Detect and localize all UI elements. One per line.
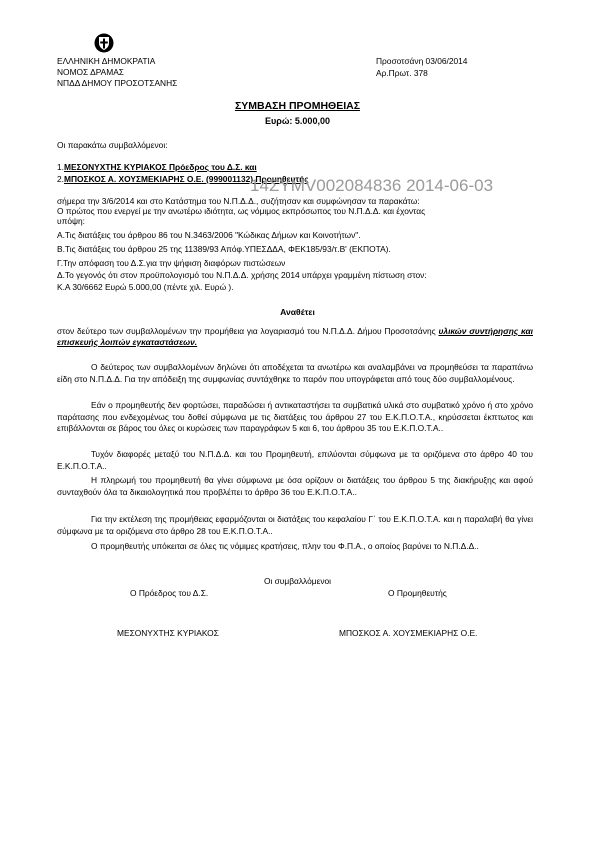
body-line-2: Ο πρώτος που ενεργεί με την ανωτέρω ιδιότητα, ως νόμιμος εκπρόσωπος του Ν.Π.Δ.Δ. και έχοντας	[57, 206, 426, 216]
intro-text: Οι παρακάτω συμβαλλόμενοι:	[57, 140, 168, 150]
greek-coat-of-arms-icon	[94, 33, 114, 53]
signature-left-role: Ο Πρόεδρος του Δ.Σ.	[130, 588, 209, 598]
body-line-5: Β.Τις διατάξεις του άρθρου 25 της 11389/93 Απόφ.ΥΠΕΣΔΔΑ, ΦΕΚ185/93/τ.Β' (ΕΚΠΟΤΑ).	[57, 244, 391, 254]
diavgeia-watermark: 14ΣΥΜV002084836 2014-06-03	[250, 176, 494, 195]
signature-right-name: ΜΠΟΣΚΟΣ Α. ΧΟΥΣΜΕΚΙΑΡΗΣ Ο.Ε.	[339, 628, 478, 638]
body-line-7: Δ.Το γεγονός ότι στον προϋπολογισμό του Ν.Π.Δ.Δ. χρήσης 2014 υπάρχει γραμμένη πίστωση στον:	[57, 270, 427, 280]
signatures-heading: Οι συμβαλλόμενοι	[263, 576, 332, 586]
contract-amount: Ευρώ: 5.000,00	[265, 116, 330, 126]
body-line-4: Α.Τις διατάξεις του άρθρου 86 του Ν.3463/2006 "Κώδικας Δήμων και Κοινοτήτων".	[57, 230, 361, 240]
assigns-heading: Αναθέτει	[280, 307, 315, 317]
body-line-3: υπόψη:	[57, 216, 85, 226]
header-left-line-2: ΝΟΜΟΣ ΔΡΑΜΑΣ	[57, 67, 124, 77]
paragraph-disputes: Τυχόν διαφορές μεταξύ του Ν.Π.Δ.Δ. και του Προμηθευτή, επιλύονται σύμφωνα με τα οριζόμενα στο άρθρο 40 του Ε.Κ.Π.Ο.Τ.Α..	[57, 449, 533, 471]
party-2-name: ΜΠΟΣΚΟΣ Α. ΧΟΥΣΜΕΚΙΑΡΗΣ Ο.Ε. (999001132) Προμηθευτής	[64, 174, 309, 184]
header-place-date: Προσοτσάνη 03/06/2014	[376, 56, 468, 66]
paragraph-acceptance: Ο δεύτερος των συμβαλλομένων δηλώνει ότι αποδέχεται τα ανωτέρω και αναλαμβάνει να προμηθεύσει τα παραπάνω είδη στο Ν.Π.Δ.Δ. Για την απόδειξη της συμφωνίας συντάχθηκε το παρόν που υπογράφεται από τους δύο συμβαλλομένους.	[57, 362, 533, 384]
body-line-1: σήμερα την 3/6/2014 και στο Κατάστημα του Ν.Π.Δ.Δ., συζήτησαν και συμφώνησαν τα παρακάτω:	[57, 196, 420, 206]
assigns-paragraph	[57, 326, 533, 348]
party-1	[57, 162, 257, 172]
body-line-6: Γ.Την απόφαση του Δ.Σ.για την ψήφιση διαφόρων πιστώσεων	[57, 258, 286, 268]
party-2-number: 2.	[57, 174, 64, 184]
signature-left-name: ΜΕΣΟΝΥΧΤΗΣ ΚΥΡΙΑΚΟΣ	[117, 628, 219, 638]
party-1-number: 1.	[57, 162, 64, 172]
header-left-line-1: ΕΛΛΗΝΙΚΗ ΔΗΜΟΚΡΑΤΙΑ	[57, 56, 156, 66]
paragraph-deductions: Ο προμηθευτής υπόκειται σε όλες τις νόμιμες κρατήσεις, πλην του Φ.Π.Α., ο οποίος βαρύνει το Ν.Π.Δ.Δ..	[91, 541, 479, 551]
document-title: ΣΥΜΒΑΣΗ ΠΡΟΜΗΘΕΙΑΣ	[234, 100, 361, 112]
assigns-text: στον δεύτερο των συμβαλλομένων την προμήθεια για λογαριασμό του Ν.Π.Δ.Δ. Δήμου Προσοτσάνης	[57, 326, 436, 336]
signature-right-role: Ο Προμηθευτής	[388, 588, 447, 598]
party-1-name: ΜΕΣΟΝΥΧΤΗΣ ΚΥΡΙΑΚΟΣ Πρόεδρος του Δ.Σ. και	[64, 162, 257, 172]
body-line-8: Κ.Α 30/6662 Ευρώ 5.000,00 (πέντε χιλ. Ευρώ ).	[57, 282, 234, 292]
header-protocol-number: Αρ.Πρωτ. 378	[376, 68, 428, 78]
paragraph-default: Εάν ο προμηθευτής δεν φορτώσει, παραδώσει ή αντικαταστήσει τα συμβατικά υλικά στο συμβατικό χρόνο ή στο χρόνο παράτασης που ενδεχομένως του δοθεί σύμφωνα με τις διατάξεις του άρθρου 27 του Ε.Κ.Π.Ο.Τ.Α., κηρύσσεται έκπτωτος και επιβάλλονται σε βάρος του όλες οι κυρώσεις των παραγράφων 5 και 6, του άρθρου 35 του Ε.Κ.Π.Ο.Τ.Α..	[57, 400, 533, 434]
assigns-subject: υλικών συντήρησης και επισκευής λοιπών εγκαταστάσεων.	[57, 326, 533, 347]
paragraph-payment: Η πληρωμή του προμηθευτή θα γίνει σύμφωνα με όσα ορίζουν οι διατάξεις του άρθρου 5 της διακήρυξης και αφού συνταχθούν όλα τα δικαιολογητικά που προβλέπει το άρθρο 36 του Ε.Κ.Π.Ο.Τ.Α..	[57, 475, 533, 497]
header-left-line-3: ΝΠΔΔ ΔΗΜΟΥ ΠΡΟΣΟΤΣΑΝΗΣ	[57, 78, 178, 88]
paragraph-execution: Για την εκτέλεση της προμήθειας εφαρμόζονται οι διατάξεις του κεφαλαίου Γ΄ του Ε.Κ.Π.Ο.Τ.Α. και η παραλαβή θα γίνει σύμφωνα με τα οριζόμενα στο άρθρο 28 του Ε.Κ.Π.Ο.Τ.Α..	[57, 514, 533, 536]
